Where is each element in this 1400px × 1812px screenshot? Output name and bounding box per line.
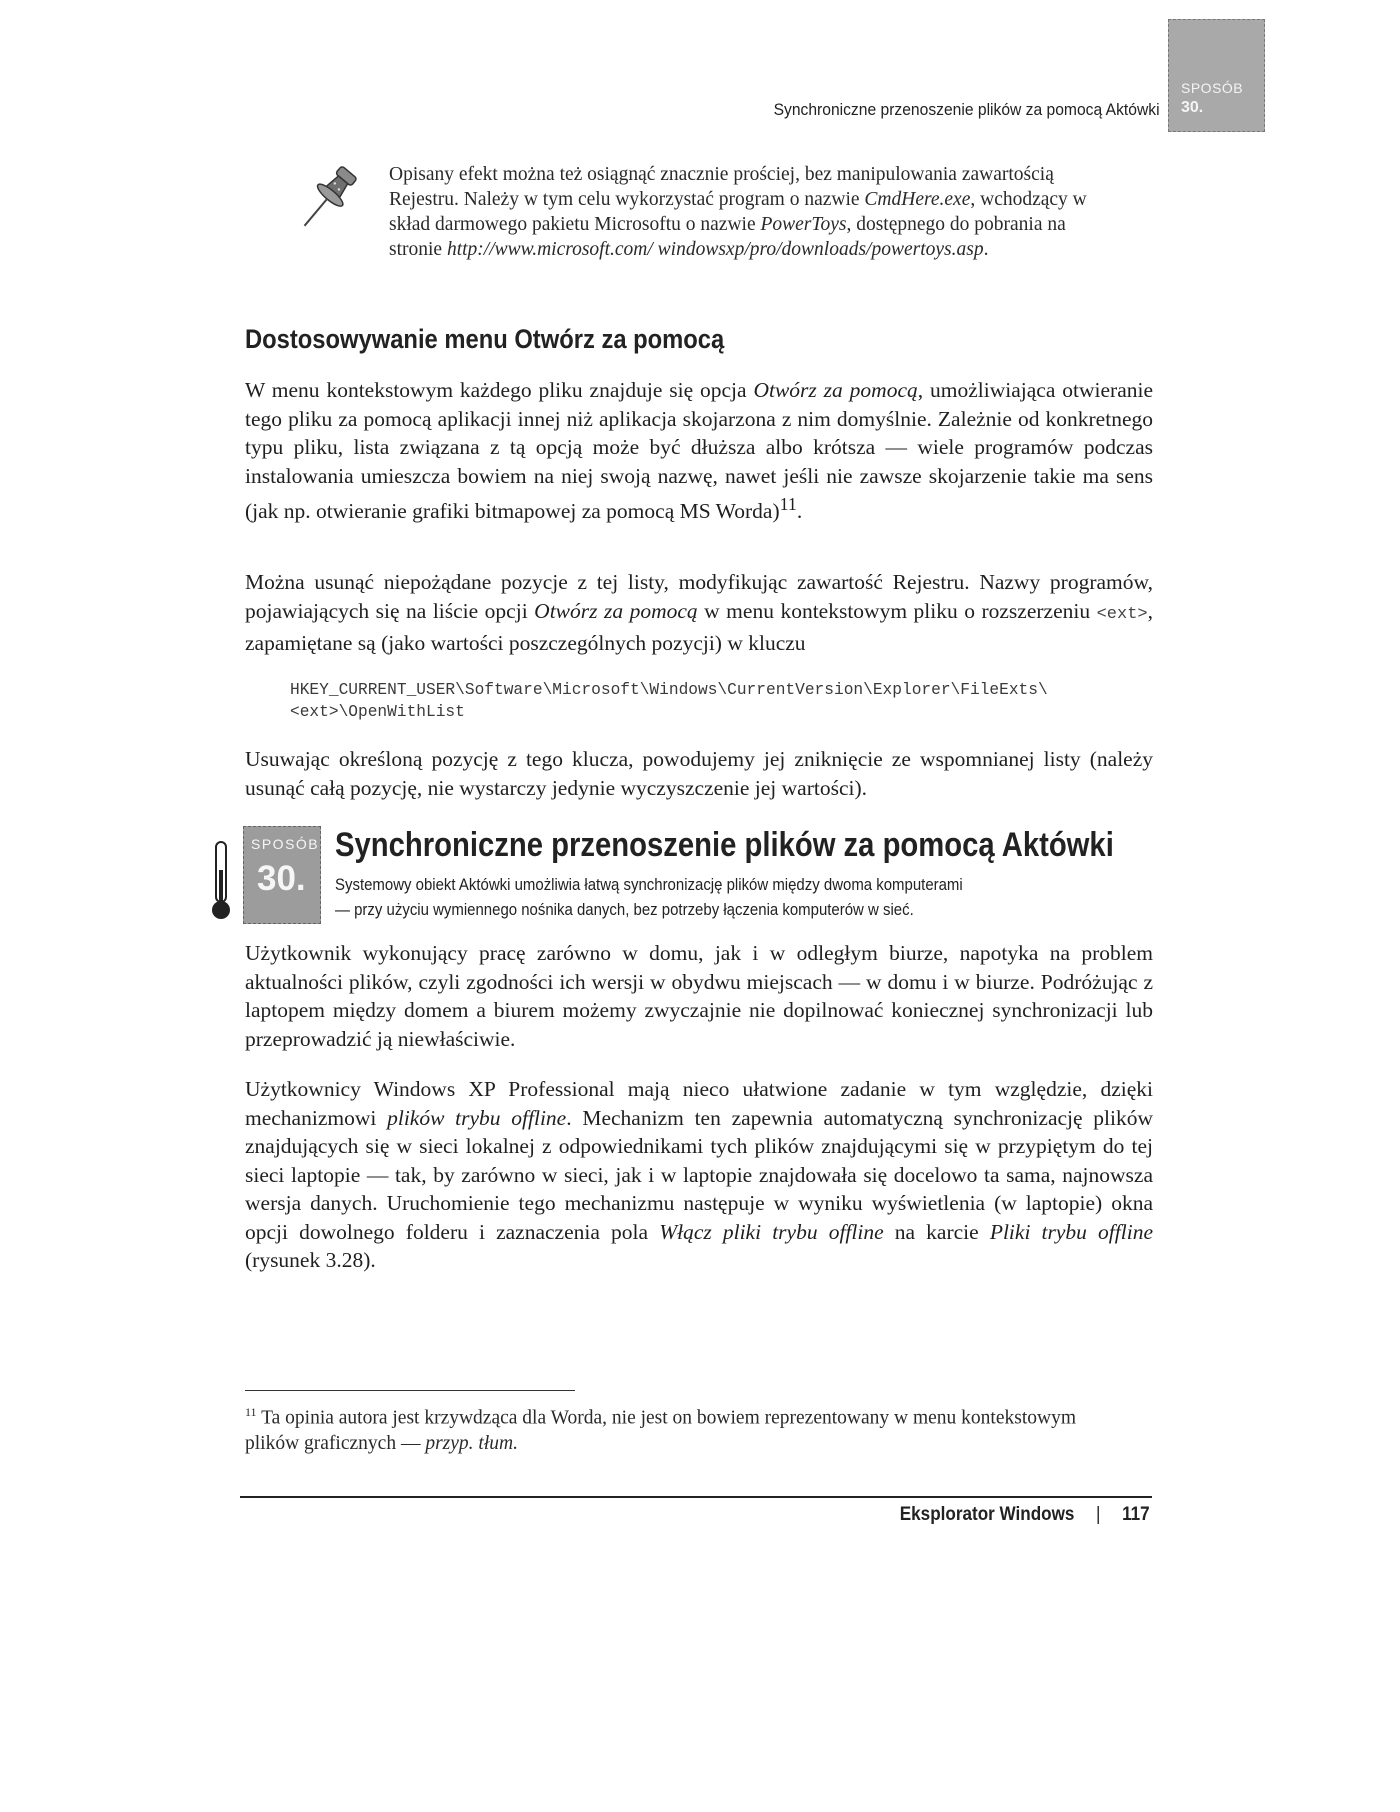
paragraph-offline-files [245, 1075, 1153, 1275]
emphasis-option-name: Włącz pliki trybu offline [659, 1219, 884, 1244]
footer-divider [240, 1496, 1152, 1498]
hack-subtitle [335, 872, 1021, 922]
hack-number-badge [243, 826, 321, 924]
paragraph-remove-entry: Usuwając określoną pozycję z tego klucza, powodujemy jej zniknięcie ze wspomnianej listy (należy usunąć całą pozycję, nie wystarczy jedynie wyczyszczenie jej wartości). [245, 747, 1153, 800]
footnote [245, 1400, 1125, 1456]
footer-book-title: Eksplorator Windows [900, 1504, 1075, 1525]
text-run: , umożliwiająca otwieranie tego pliku za pomocą aplikacji innej niż aplikacja skojarzona z nim domyślnie. Zależnie od konkretnego typu pliku, lista związana z tą opcją może być dłuższa albo krótsza — wiele programów podczas instalowania umieszcza bowiem na niej swoją nazwę, nawet jeśli nie zawsze skojarzenie takie ma sens (jak np. otwieranie grafiki bitmapowej za pomocą MS Worda) [245, 378, 1154, 524]
note-url-link[interactable]: http://www.microsoft.com/ windowsxp/pro/downloads/powertoys.asp [446, 239, 984, 260]
hack-subtitle-line: — przy użyciu wymiennego nośnika danych, bez potrzeby łączenia komputerów w sieć. [335, 900, 914, 919]
page-number: 117 [1122, 1504, 1150, 1525]
code-line: HKEY_CURRENT_USER\Software\Microsoft\Windows\CurrentVersion\Explorer\FileExts\ [290, 681, 1048, 699]
footer-separator: | [1096, 1504, 1101, 1525]
pushpin-icon [290, 162, 365, 237]
hack-badge-label: SPOSÓB [251, 836, 320, 852]
text-run: w menu kontekstowym pliku o rozszerzeniu [697, 598, 1097, 623]
note-program-name: CmdHere.exe [864, 189, 971, 210]
emphasis-term: plików trybu offline [387, 1105, 567, 1130]
hack-subtitle-line: Systemowy obiekt Aktówki umożliwia łatwą synchronizację plików między dwoma komputerami [335, 875, 963, 894]
note-text: , wchodzący w skład darmowego pakietu Microsoftu o nazwie [389, 189, 1087, 235]
pushpin-note [389, 162, 1089, 262]
footnote-divider [245, 1390, 575, 1391]
text-run: (rysunek 3.28). [245, 1248, 376, 1272]
text-run: na karcie [883, 1219, 990, 1244]
hack-title: Synchroniczne przenoszenie plików za pomocą Aktówki [335, 826, 1114, 864]
hack-tab-label: SPOSÓB [1181, 80, 1244, 96]
footnote-reference[interactable]: 11 [779, 494, 797, 514]
emphasis-menu-name: Otwórz za pomocą [534, 598, 698, 623]
emphasis-tab-name: Pliki trybu offline [989, 1219, 1153, 1244]
text-run: Można usunąć niepożądane pozycje z tej listy, modyfikując zawartość Rejestru. Nazwy programów, pojawiających się na liście opcji [245, 570, 1153, 623]
page-footer [900, 1504, 1150, 1526]
hack-badge-number: 30. [257, 859, 306, 898]
paragraph-problem: Użytkownik wykonujący pracę zarówno w domu, jak i w odległym biurze, napotyka na problem aktualności plików, czyli zgodności ich wersji w obydwu miejscach — w domu i w biurze. Podróżując z laptopem między domem a biurem możemy zwyczajnie nie dopilnować koniecznej synchronizacji lub przeprowadzić ją niewłaściwie. [245, 941, 1153, 1051]
note-package-name: PowerToys [760, 214, 847, 235]
text-run: . [796, 499, 803, 524]
thermometer-icon [210, 840, 234, 922]
note-text: . [983, 239, 989, 260]
note-text: Opisany efekt można też osiągnąć znacznie prościej, bez manipulowania zawartością Rejestru. Należy w tym celu wykorzystać program o nazwie [389, 164, 1054, 210]
note-text: , dostępnego do pobrania na stronie [389, 214, 1066, 260]
hack-tab [1168, 19, 1265, 132]
emphasis-menu-name: Otwórz za pomocą [753, 378, 918, 402]
hack-tab-number: 30. [1181, 99, 1204, 116]
registry-key-code [290, 679, 1048, 723]
text-run: Użytkownicy Windows XP Professional mają nieco ułatwione zadanie w tym względzie, dzięki mechanizmowi [245, 1077, 1153, 1130]
paragraph-open-with-intro [245, 376, 1153, 526]
text-run: , zapamiętane są (jako wartości poszczególnych pozycji) w kluczu [245, 598, 1153, 655]
code-line: <ext>\OpenWithList [290, 703, 465, 721]
text-run: . Mechanizm ten zapewnia automatyczną synchronizację plików znajdujących się w sieci lokalnej z odpowiednikami tych plików znajdującymi się w przypiętym do tej sieci laptopie — tak, by zarówno w sieci, jak i w laptopie znajdowała się docelowo ta sama, najnowsza wersja danych. Uruchomienie tego mechanizmu następuje w wyniku wyświetlenia (w laptopie) okna opcji dowolnego folderu i zaznaczenia pola [245, 1105, 1154, 1244]
footnote-text: Ta opinia autora jest krzywdząca dla Worda, nie jest on bowiem reprezentowany w menu kontekstowym plików graficznych — [245, 1407, 1076, 1454]
running-header: Synchroniczne przenoszenie plików za pomocą Aktówki [774, 100, 1160, 119]
footnote-number: 11 [245, 1405, 257, 1419]
inline-code-ext: <ext> [1096, 604, 1148, 624]
footnote-translator-note: przyp. tłum. [425, 1432, 518, 1454]
text-run: W menu kontekstowym każdego pliku znajduje się opcja [245, 378, 754, 402]
section-heading: Dostosowywanie menu Otwórz za pomocą [245, 324, 725, 354]
paragraph-registry [245, 568, 1153, 658]
